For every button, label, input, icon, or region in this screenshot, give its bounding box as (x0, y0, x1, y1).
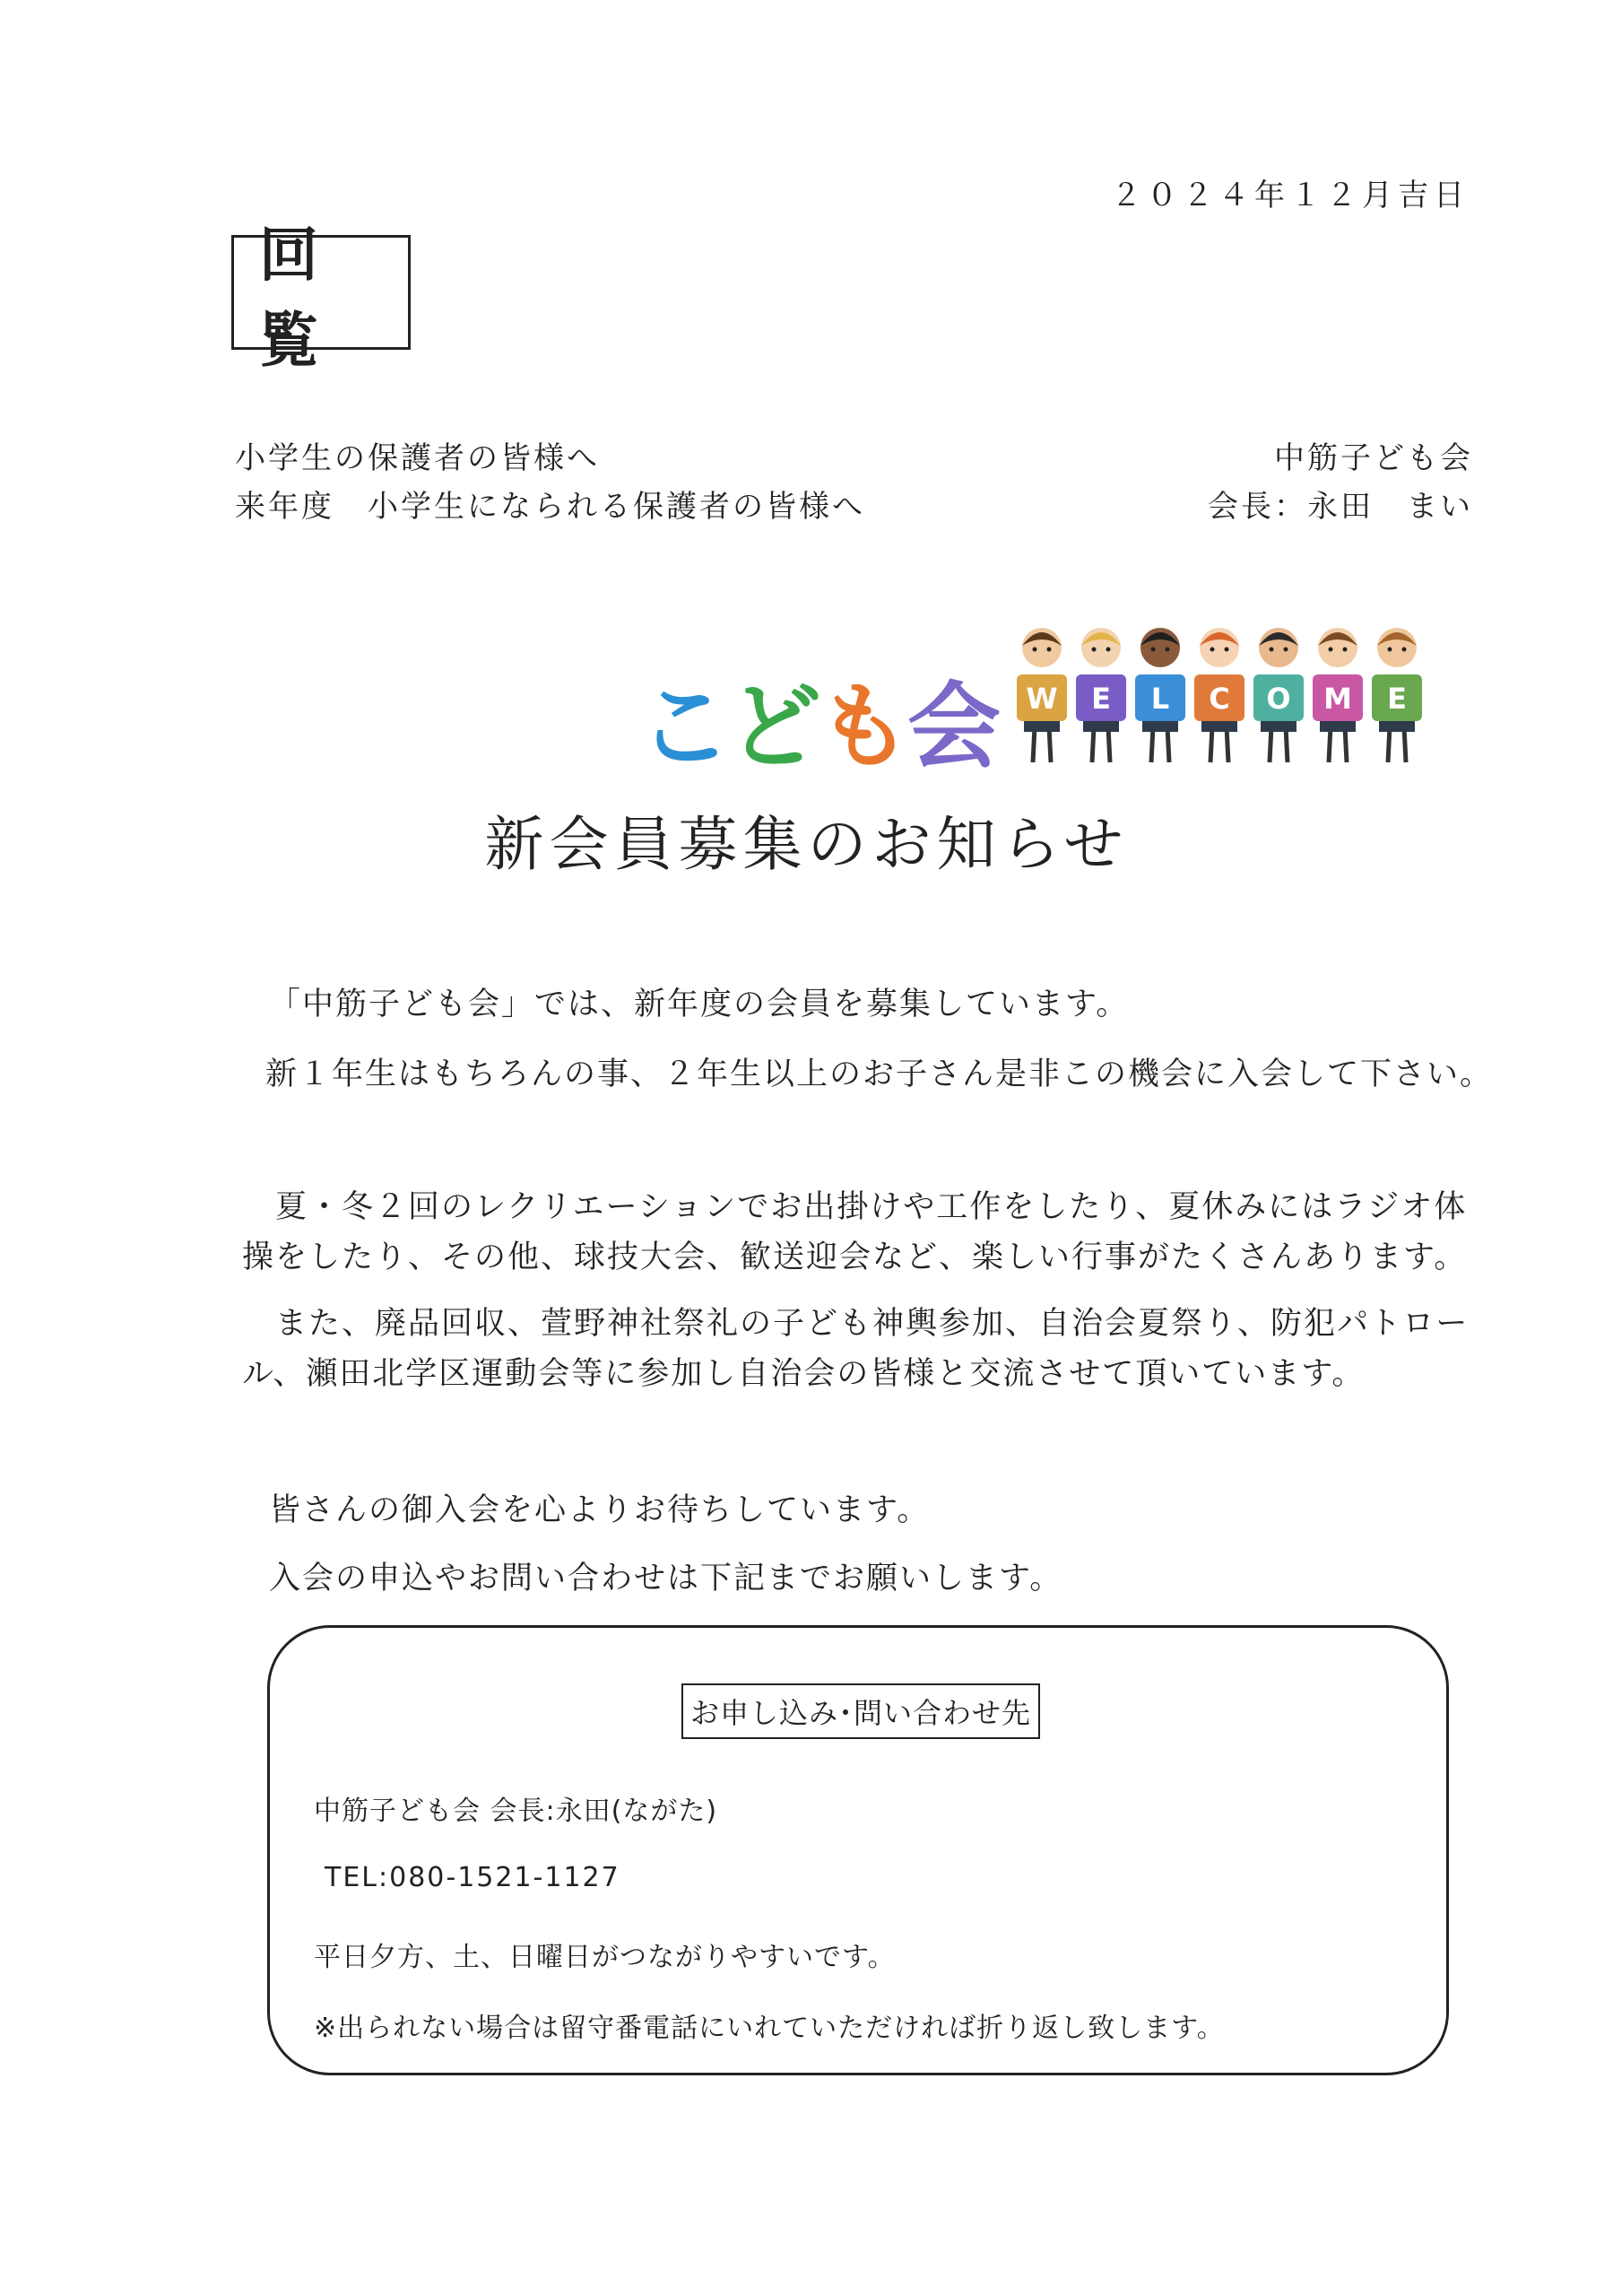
logo-char-1: こ (638, 672, 729, 781)
body-paragraph-4: また、廃品回収、萱野神社祭礼の子ども神輿参加、自治会夏祭り、防犯パトロール、瀬田北学区運動会等に参加し自治会の皆様と交流させて頂いています。 (242, 1306, 1470, 1392)
welcome-letter: W (1026, 682, 1058, 716)
notice-title: 新会員募集のお知らせ (484, 810, 1129, 879)
sender-org: 中筋子ども会 (1274, 440, 1473, 476)
welcome-kid (1372, 628, 1422, 762)
sender (1208, 434, 1473, 531)
welcome-letter: C (1209, 682, 1230, 716)
welcome-kid (1017, 628, 1067, 762)
welcome-kid (1076, 628, 1126, 762)
body-paragraph-1: 「中筋子ども会」では、新年度の会員を募集しています。 (269, 987, 1130, 1022)
contact-hours: 平日夕方、土、日曜日がつながりやすいです。 (314, 1942, 896, 1973)
body-paragraph-3: 夏・冬２回のレクリエーションでお出掛けや工作をしたり、夏休みにはラジオ体操をしたり、その他、球技大会、歓送迎会など、楽しい行事がたくさんあります。 (242, 1189, 1468, 1275)
welcome-kid (1253, 628, 1304, 762)
kodomokai-logo (638, 651, 997, 786)
addressees (235, 434, 865, 531)
contact-name: 中筋子ども会 会長:永田(ながた) (314, 1796, 718, 1827)
addressee-line-1: 小学生の保護者の皆様へ (235, 440, 600, 476)
issue-date: ２０２４年１２月吉日 (1111, 178, 1470, 213)
welcome-letter: E (1091, 682, 1111, 716)
circulation-stamp (231, 221, 411, 375)
logo-char-3: も (818, 672, 908, 781)
body-paragraph-5: 皆さんの御入会を心よりお待ちしています。 (269, 1492, 931, 1528)
welcome-letter: O (1266, 682, 1291, 716)
welcome-letter: M (1323, 682, 1352, 716)
body-paragraph-2: 新１年生はもちろんの事、２年生以上のお子さん是非この機会に入会して下さい。 (265, 1057, 1494, 1092)
contact-note: ※出られない場合は留守番電話にいれていただければ折り返し致します。 (314, 2013, 1225, 2044)
welcome-kid (1135, 628, 1185, 762)
welcome-letter: E (1387, 682, 1407, 716)
addressee-line-2: 来年度 小学生になられる保護者の皆様へ (235, 489, 865, 525)
contact-phone: TEL:080-1521-1127 (325, 1862, 620, 1893)
sender-president: 会長：永田 まい (1208, 489, 1473, 525)
welcome-children-illustration (1011, 619, 1433, 771)
welcome-kid (1194, 628, 1244, 762)
contact-heading: お申し込み･問い合わせ先 (681, 1683, 1040, 1739)
logo-char-2: ど (728, 672, 819, 781)
body-paragraph-6: 入会の申込やお問い合わせは下記までお願いします。 (269, 1561, 1063, 1596)
welcome-letter: L (1150, 682, 1170, 716)
logo-char-4: 会 (907, 672, 998, 781)
welcome-kid (1313, 628, 1363, 762)
circulation-label: 回覧 (259, 221, 343, 375)
